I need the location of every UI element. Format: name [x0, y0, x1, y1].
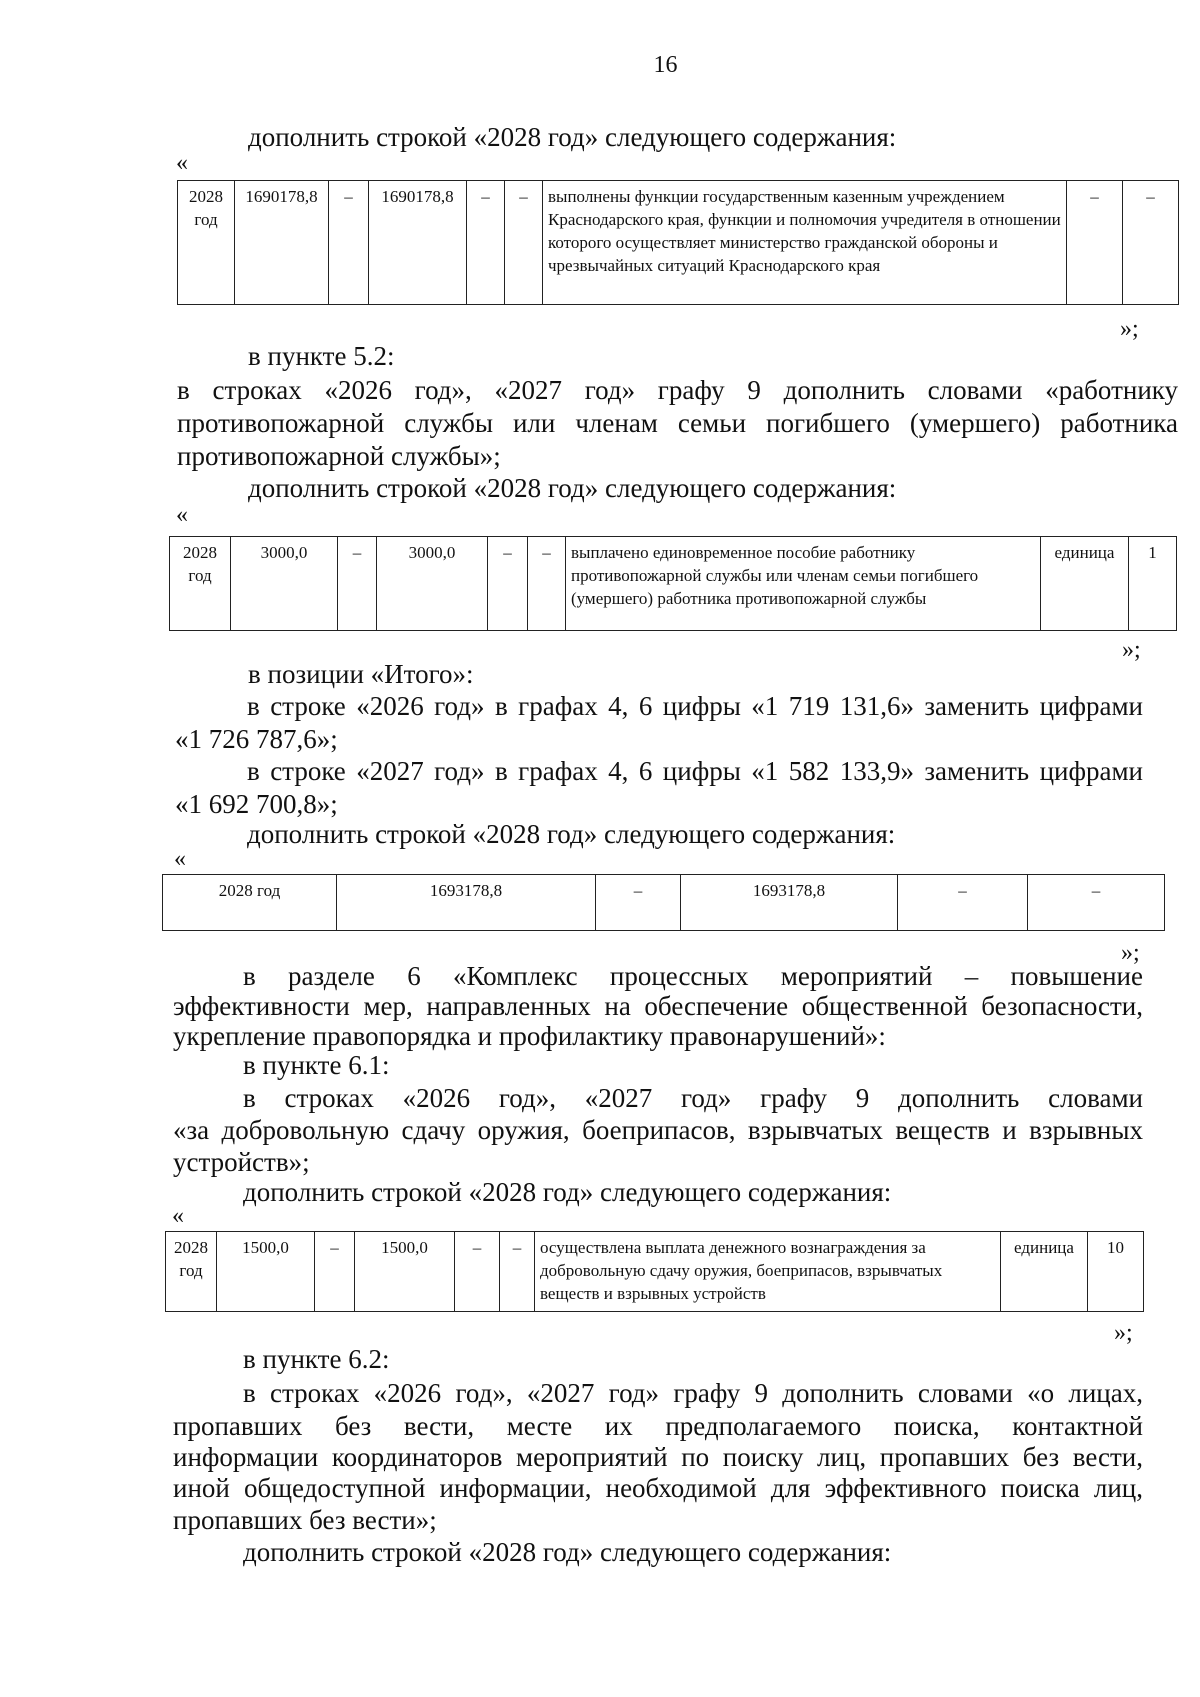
point-6-2-text-line-2: пропавших без вести, месте их предполагаемого поиска, контактной	[173, 1411, 1143, 1441]
cell-result-description: выплачено единовременное пособие работнику противопожарной службы или членам семьи погибшего (умершего) работника противопожарной службы	[566, 537, 1041, 631]
opening-quote-3: «	[174, 846, 186, 872]
cell-extrabudget: –	[1028, 875, 1165, 931]
table-row-2028-total	[162, 874, 1165, 931]
closing-quote-3: »;	[1121, 940, 1140, 966]
cell-total: 3000,0	[231, 537, 338, 631]
closing-quote-2: »;	[1122, 637, 1141, 663]
cell-value: –	[1123, 181, 1179, 305]
opening-quote-2: «	[176, 502, 188, 528]
point-6-2-text-line-5: пропавших без вести»;	[173, 1505, 437, 1535]
cell-extrabudget: –	[500, 1232, 535, 1312]
cell-regional: 1693178,8	[681, 875, 898, 931]
cell-unit: –	[1067, 181, 1123, 305]
page-number: 16	[653, 52, 678, 78]
cell-local: –	[455, 1232, 500, 1312]
cell-local: –	[898, 875, 1028, 931]
section-6-text-line-2: эффективности мер, направленных на обеспечение общественной безопасности,	[173, 991, 1143, 1021]
point-5-2-text-line-2: противопожарной службы или членам семьи погибшего (умершего) работника	[177, 408, 1178, 438]
table-row-2028-weapons-reward	[165, 1231, 1144, 1312]
instruction-add-row-3: дополнить строкой «2028 год» следующего содержания:	[247, 819, 896, 849]
cell-extrabudget: –	[505, 181, 543, 305]
cell-regional: 1500,0	[355, 1232, 455, 1312]
cell-unit: единица	[1001, 1232, 1088, 1312]
cell-value: 1	[1129, 537, 1177, 631]
table-row-2028-fire-service-institution	[177, 180, 1179, 305]
point-6-1-text-line-3: устройств»;	[173, 1147, 310, 1177]
cell-year: 2028 год	[163, 875, 337, 931]
itogo-text-line-4: «1 692 700,8»;	[175, 789, 338, 819]
cell-total: 1500,0	[217, 1232, 315, 1312]
cell-federal: –	[315, 1232, 355, 1312]
cell-regional: 3000,0	[377, 537, 488, 631]
cell-extrabudget: –	[528, 537, 566, 631]
instruction-add-row-2: дополнить строкой «2028 год» следующего содержания:	[248, 473, 897, 503]
instruction-add-row-5: дополнить строкой «2028 год» следующего содержания:	[243, 1537, 892, 1567]
point-5-2-heading: в пункте 5.2:	[248, 341, 395, 371]
cell-total: 1693178,8	[337, 875, 596, 931]
cell-local: –	[467, 181, 505, 305]
point-6-2-text-line-4: иной общедоступной информации, необходимой для эффективного поиска лиц,	[173, 1473, 1143, 1503]
instruction-add-row-4: дополнить строкой «2028 год» следующего содержания:	[243, 1177, 892, 1207]
section-6-text-line-3: укрепление правопорядка и профилактику правонарушений»:	[173, 1021, 886, 1051]
cell-unit: единица	[1041, 537, 1129, 631]
cell-federal: –	[338, 537, 377, 631]
point-6-1-heading: в пункте 6.1:	[243, 1050, 390, 1080]
point-6-2-heading: в пункте 6.2:	[243, 1344, 390, 1374]
itogo-text-line-1: в строке «2026 год» в графах 4, 6 цифры «1 719 131,6» заменить цифрами	[247, 691, 1143, 721]
instruction-add-row-1: дополнить строкой «2028 год» следующего содержания:	[248, 122, 897, 152]
itogo-heading: в позиции «Итого»:	[248, 659, 474, 689]
opening-quote-4: «	[172, 1203, 184, 1229]
cell-year: 2028 год	[170, 537, 231, 631]
cell-federal: –	[596, 875, 681, 931]
closing-quote-4: »;	[1114, 1320, 1133, 1346]
cell-value: 10	[1088, 1232, 1144, 1312]
point-5-2-text-line-3: противопожарной службы»;	[177, 441, 501, 471]
cell-local: –	[488, 537, 528, 631]
cell-total: 1690178,8	[235, 181, 329, 305]
section-6-text-line-1: в разделе 6 «Комплекс процессных мероприятий – повышение	[243, 961, 1143, 991]
cell-regional: 1690178,8	[369, 181, 467, 305]
cell-year: 2028 год	[166, 1232, 217, 1312]
point-6-2-text-line-1: в строках «2026 год», «2027 год» графу 9 дополнить словами «о лицах,	[243, 1378, 1143, 1408]
point-6-1-text-line-1: в строках «2026 год», «2027 год» графу 9 дополнить словами	[243, 1083, 1143, 1113]
point-5-2-text-line-1: в строках «2026 год», «2027 год» графу 9 дополнить словами «работнику	[177, 375, 1178, 405]
itogo-text-line-3: в строке «2027 год» в графах 4, 6 цифры «1 582 133,9» заменить цифрами	[247, 756, 1143, 786]
table-row-2028-lump-sum-benefit	[169, 536, 1177, 631]
point-6-1-text-line-2: «за добровольную сдачу оружия, боеприпасов, взрывчатых веществ и взрывных	[173, 1115, 1143, 1145]
point-6-2-text-line-3: информации координаторов мероприятий по поиску лиц, пропавших без вести,	[173, 1442, 1143, 1472]
itogo-text-line-2: «1 726 787,6»;	[175, 724, 338, 754]
cell-federal: –	[329, 181, 369, 305]
cell-year: 2028 год	[178, 181, 235, 305]
cell-result-description: осуществлена выплата денежного вознаграждения за добровольную сдачу оружия, боеприпасов, взрывчатых веществ и взрывных устройств	[535, 1232, 1001, 1312]
cell-result-description: выполнены функции государственным казенным учреждением Краснодарского края, функции и полномочия учредителя в отношении которого осуществляет министерство гражданской обороны и чрезвычайных ситуаций Краснодарского края	[543, 181, 1067, 305]
opening-quote-1: «	[176, 150, 188, 176]
closing-quote-1: »;	[1120, 316, 1139, 342]
